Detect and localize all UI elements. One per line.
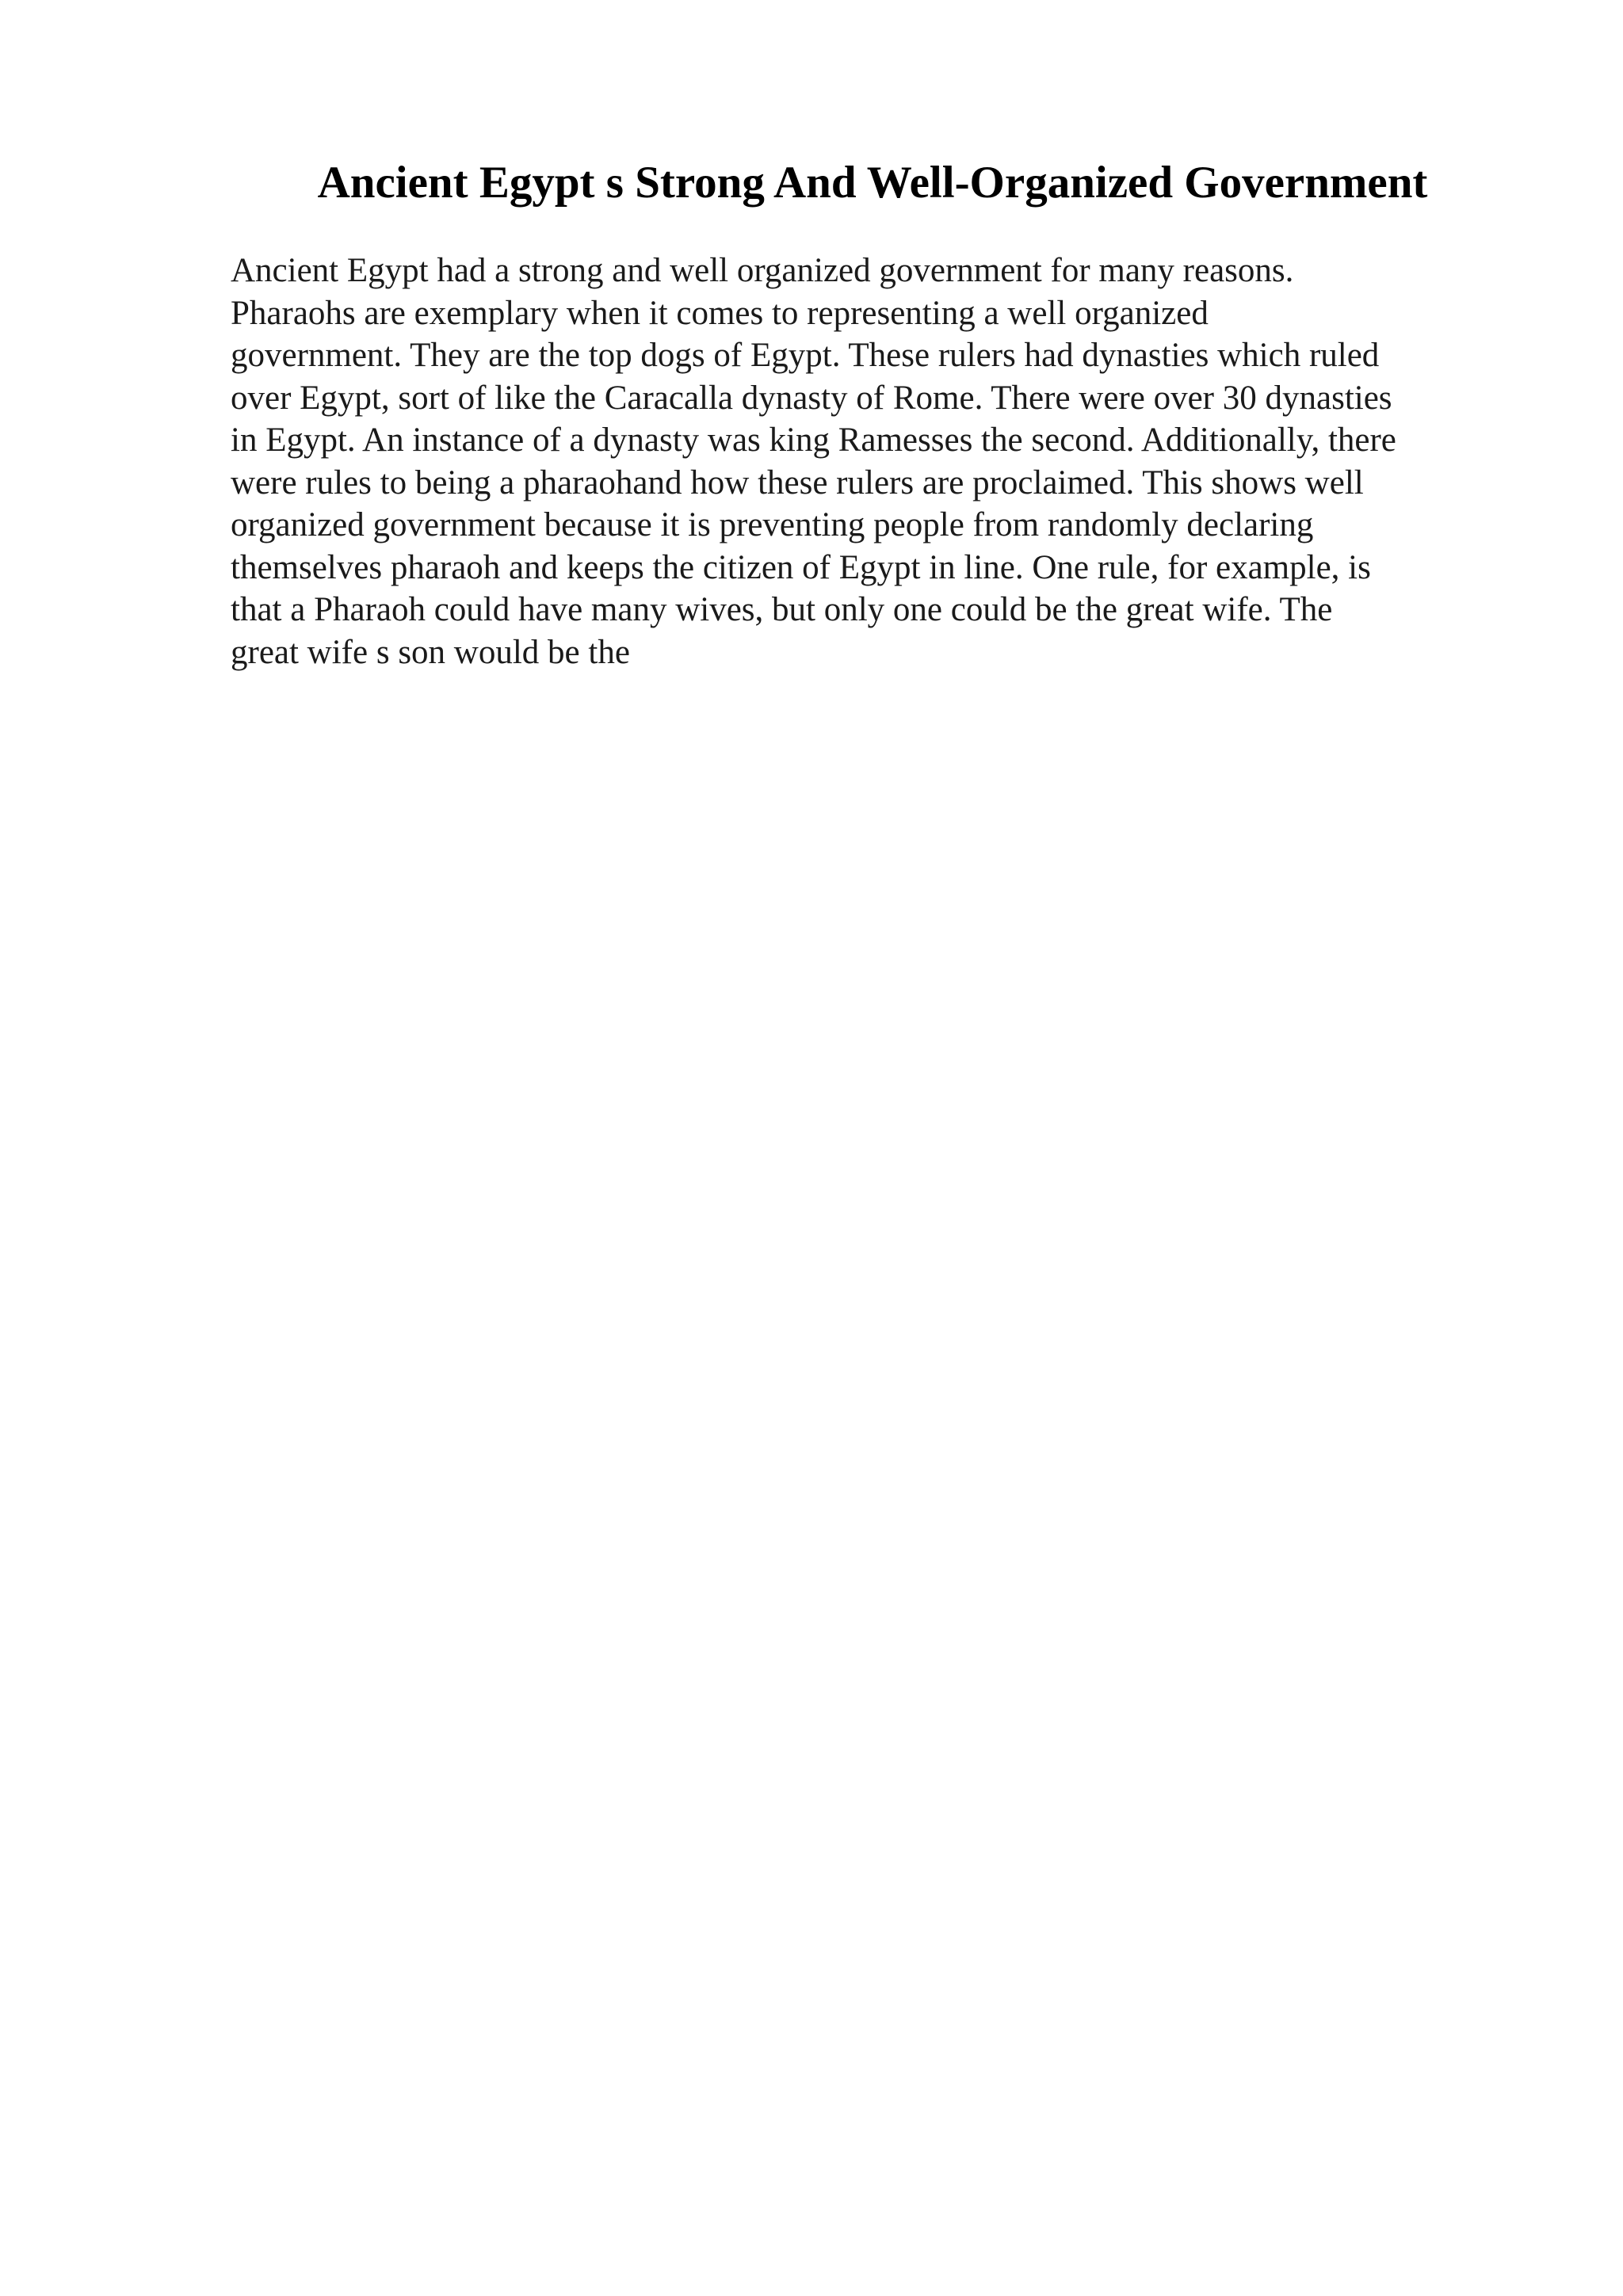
text-line: were rules to being a pharaohand how these rulers are proclaimed. This shows well — [231, 463, 1364, 502]
text-line: Pharaohs are exemplary when it comes to representing a well organized — [231, 294, 1209, 332]
document-title: Ancient Egypt s Strong And Well-Organized Government — [317, 158, 1428, 208]
text-line: themselves pharaoh and keeps the citizen of Egypt in line. One rule, for example, is — [231, 548, 1371, 586]
text-line: over Egypt, sort of like the Caracalla dynasty of Rome. There were over 30 dynasties — [231, 379, 1392, 417]
text-line: organized government because it is preventing people from randomly declaring — [231, 506, 1314, 543]
text-line: government. They are the top dogs of Egypt. These rulers had dynasties which ruled — [231, 337, 1380, 374]
body-paragraph — [231, 250, 1514, 673]
text-line: in Egypt. An instance of a dynasty was king Ramesses the second. Additionally, there — [231, 421, 1396, 459]
text-line: great wife s son would be the — [231, 633, 630, 671]
text-line: that a Pharaoh could have many wives, but only one could be the great wife. The — [231, 591, 1333, 628]
text-line: Ancient Egypt had a strong and well organized government for many reasons. — [231, 252, 1294, 289]
